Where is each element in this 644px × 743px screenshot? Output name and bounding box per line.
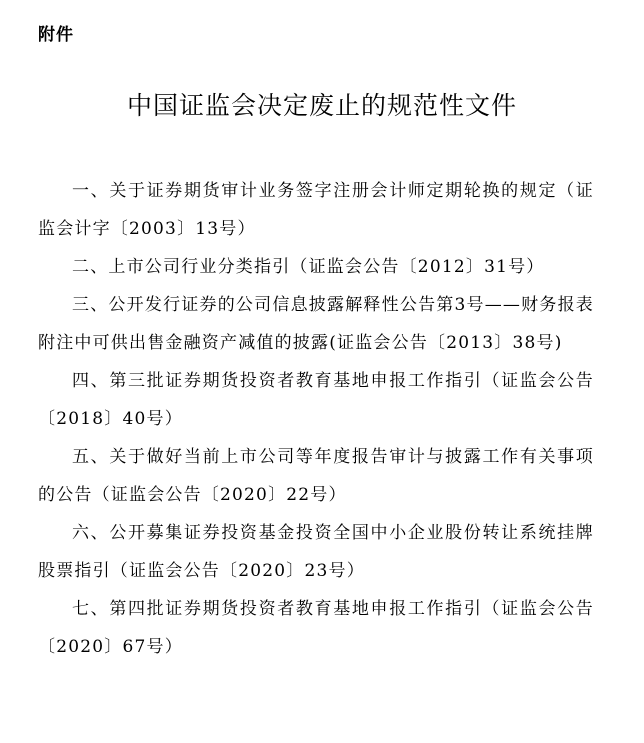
list-item-2: 二、上市公司行业分类指引（证监会公告〔2012〕31号） [72,257,545,277]
list-item-1: 一、关于证券期货审计业务签字注册会计师定期轮换的规定（证监会计字〔2003〕13号） [38,181,594,239]
list-item-6: 六、公开募集证券投资基金投资全国中小企业股份转让系统挂牌股票指引（证监会公告〔2020〕23号） [38,523,594,581]
list-item-5: 五、关于做好当前上市公司等年度报告审计与披露工作有关事项的公告（证监会公告〔2020〕22号） [38,447,594,505]
list-item-3: 三、公开发行证券的公司信息披露解释性公告第3号——财务报表附注中可供出售金融资产减值的披露(证监会公告〔2013〕38号) [38,295,594,353]
item-list [38,172,594,666]
list-item-4: 四、第三批证券期货投资者教育基地申报工作指引（证监会公告〔2018〕40号） [38,371,594,429]
attachment-label: 附件 [38,25,74,45]
document-title: 中国证监会决定废止的规范性文件 [126,91,517,120]
list-item-7: 七、第四批证券期货投资者教育基地申报工作指引（证监会公告〔2020〕67号） [38,599,594,657]
